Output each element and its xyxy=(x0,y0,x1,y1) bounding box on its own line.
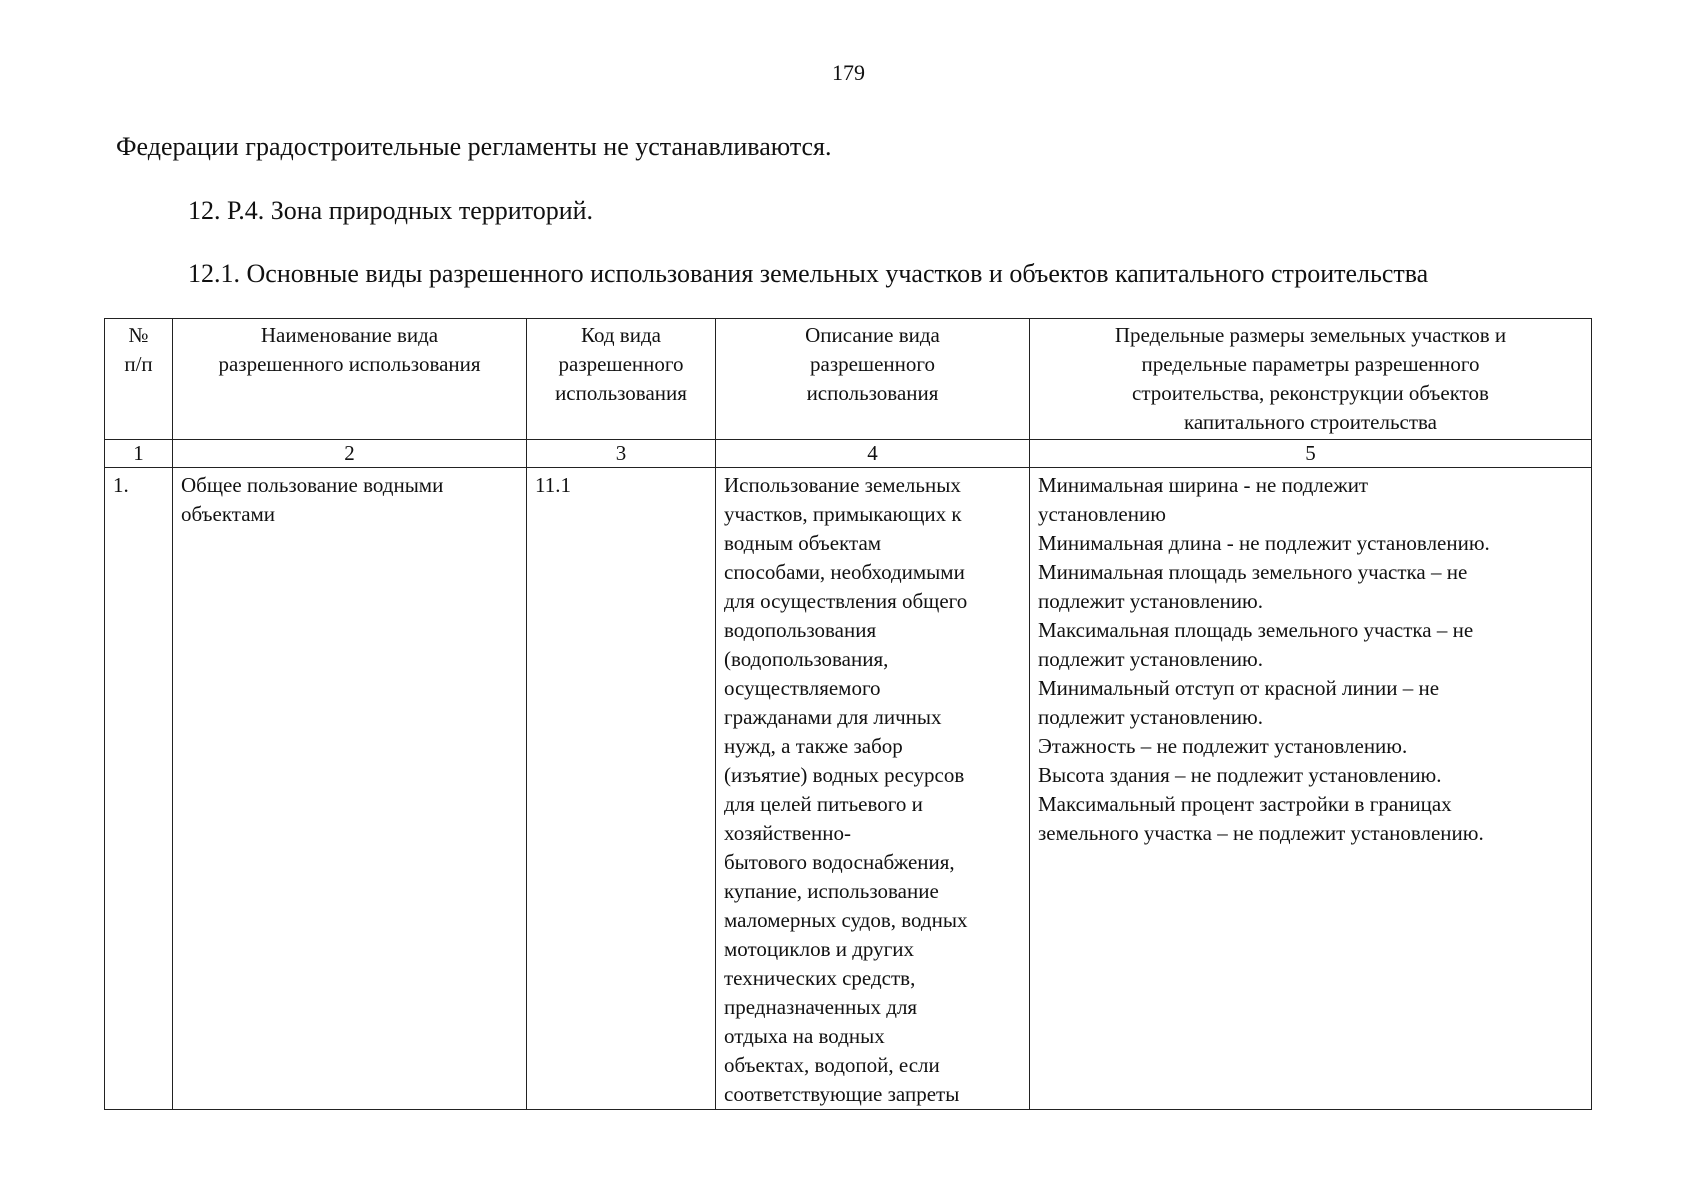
column-number: 5 xyxy=(1030,440,1592,468)
row-number-cell: 1. xyxy=(105,468,173,1110)
zone-heading: 12. Р.4. Зона природных территорий. xyxy=(188,196,594,225)
table-header-row xyxy=(105,319,1592,440)
column-number: 2 xyxy=(173,440,527,468)
use-code-cell: 11.1 xyxy=(527,468,716,1110)
continuation-paragraph: Федерации градостроительные регламенты не устанавливаются. xyxy=(116,132,832,161)
table-row xyxy=(105,468,1592,1110)
header-number: № п/п xyxy=(105,319,173,440)
header-use-code: Код вида разрешенного использования xyxy=(527,319,716,440)
use-description-cell: Использование земельных участков, примыкающих к водным объектам способами, необходимыми для осуществления общего водопользования (водопользования, осуществляемого гражданами для личных нужд, а также забор (изъятие) водных ресурсов для целей питьевого и хозяйственно- бытового водоснабжения, купание, использование маломерных судов, водных мотоциклов и других технических средств, предназначенных для отдыха на водных объектах, водопой, если соответствующие запреты xyxy=(716,468,1030,1110)
column-number: 1 xyxy=(105,440,173,468)
column-number: 3 xyxy=(527,440,716,468)
land-use-table xyxy=(104,318,1592,1110)
header-limits: Предельные размеры земельных участков и предельные параметры разрешенного строительства, реконструкции объектов капитального строительства xyxy=(1030,319,1592,440)
page-number: 179 xyxy=(832,60,865,85)
column-number: 4 xyxy=(716,440,1030,468)
use-name-cell: Общее пользование водными объектами xyxy=(173,468,527,1110)
section-heading: 12.1. Основные виды разрешенного использования земельных участков и объектов капитального строительства xyxy=(188,259,1429,288)
limits-cell: Минимальная ширина - не подлежит установлению Минимальная длина - не подлежит установлению. Минимальная площадь земельного участка – не подлежит установлению. Максимальная площадь земельного участка – не подлежит установлению. Минимальный отступ от красной линии – не подлежит установлению. Этажность – не подлежит установлению. Высота здания – не подлежит установлению. Максимальный процент застройки в границах земельного участка – не подлежит установлению. xyxy=(1030,468,1592,1110)
header-use-name: Наименование вида разрешенного использования xyxy=(173,319,527,440)
header-use-description: Описание вида разрешенного использования xyxy=(716,319,1030,440)
column-number-row xyxy=(105,440,1592,468)
